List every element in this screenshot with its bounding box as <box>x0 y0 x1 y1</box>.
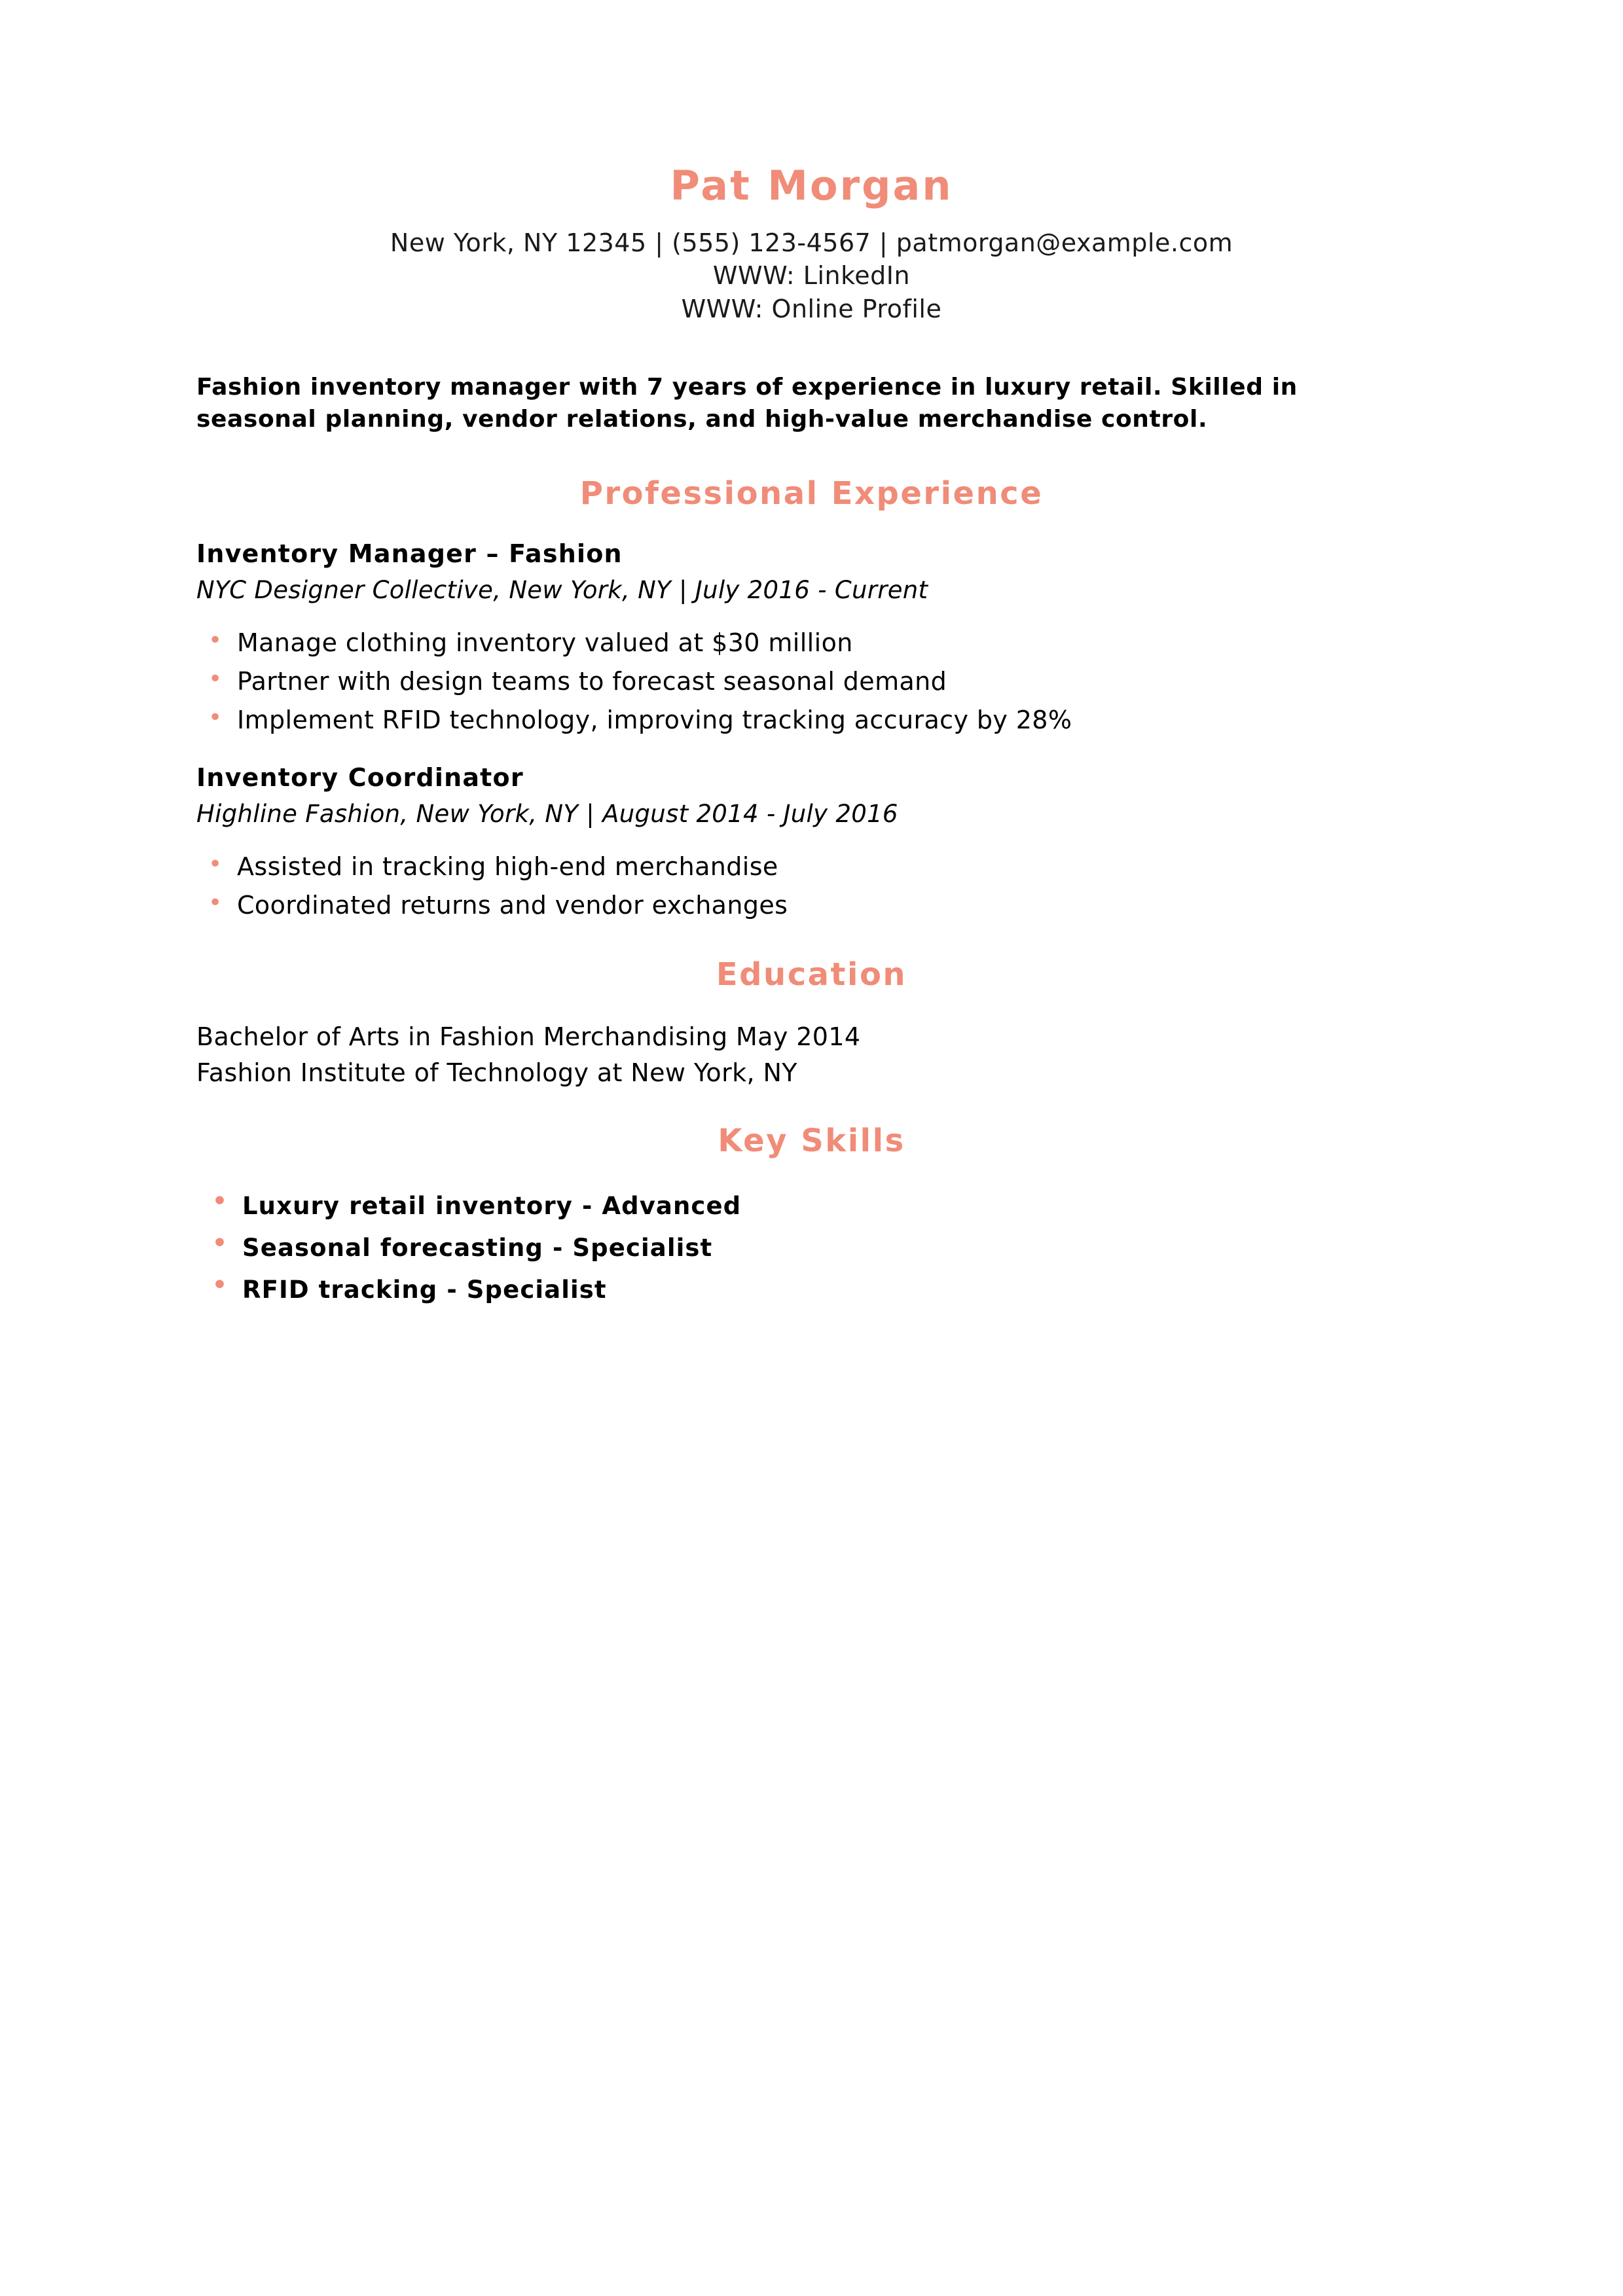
list-item: • Coordinated returns and vendor exchanges <box>196 886 1427 925</box>
contact-line-profile[interactable]: WWW: Online Profile <box>681 294 942 323</box>
experience-entry-2 <box>196 762 1427 831</box>
education-degree: Bachelor of Arts in Fashion Merchandising May 2014 <box>196 1022 861 1052</box>
experience-entry-1 <box>196 538 1427 607</box>
list-item: • Implement RFID technology, improving tracking accuracy by 28% <box>196 701 1427 740</box>
section-title-education: Education <box>716 956 907 994</box>
professional-summary: Fashion inventory manager with 7 years of experience in luxury retail. Skilled in seasonal planning, vendor relations, and high-value merchandise control. <box>196 373 1298 433</box>
section-title-skills: Key Skills <box>718 1122 905 1160</box>
skills-list <box>196 1185 1427 1310</box>
list-item: • Partner with design teams to forecast seasonal demand <box>196 662 1427 701</box>
job-meta: Highline Fashion, New York, NY | August 2014 - July 2016 <box>196 800 898 829</box>
list-item: • RFID tracking - Specialist <box>196 1269 1427 1311</box>
list-item: • Manage clothing inventory valued at $30 million <box>196 624 1427 662</box>
job-title: Inventory Manager – Fashion <box>196 539 623 568</box>
experience-bullets-1 <box>196 624 1427 740</box>
job-meta: NYC Designer Collective, New York, NY | July 2016 - Current <box>196 576 928 605</box>
list-item: • Seasonal forecasting - Specialist <box>196 1227 1427 1269</box>
list-item: • Luxury retail inventory - Advanced <box>196 1185 1427 1227</box>
education-school: Fashion Institute of Technology at New York, NY <box>196 1058 797 1088</box>
experience-bullets-2 <box>196 848 1427 925</box>
contact-info <box>196 226 1427 325</box>
section-title-experience: Professional Experience <box>579 475 1044 512</box>
contact-line-linkedin[interactable]: WWW: LinkedIn <box>712 261 911 291</box>
contact-line-address: New York, NY 12345 | (555) 123-4567 | patmorgan@example.com <box>390 228 1233 258</box>
job-title: Inventory Coordinator <box>196 763 524 792</box>
education-entry <box>196 1019 1427 1091</box>
page-title: Pat Morgan <box>670 162 953 209</box>
list-item: • Assisted in tracking high-end merchandise <box>196 848 1427 886</box>
